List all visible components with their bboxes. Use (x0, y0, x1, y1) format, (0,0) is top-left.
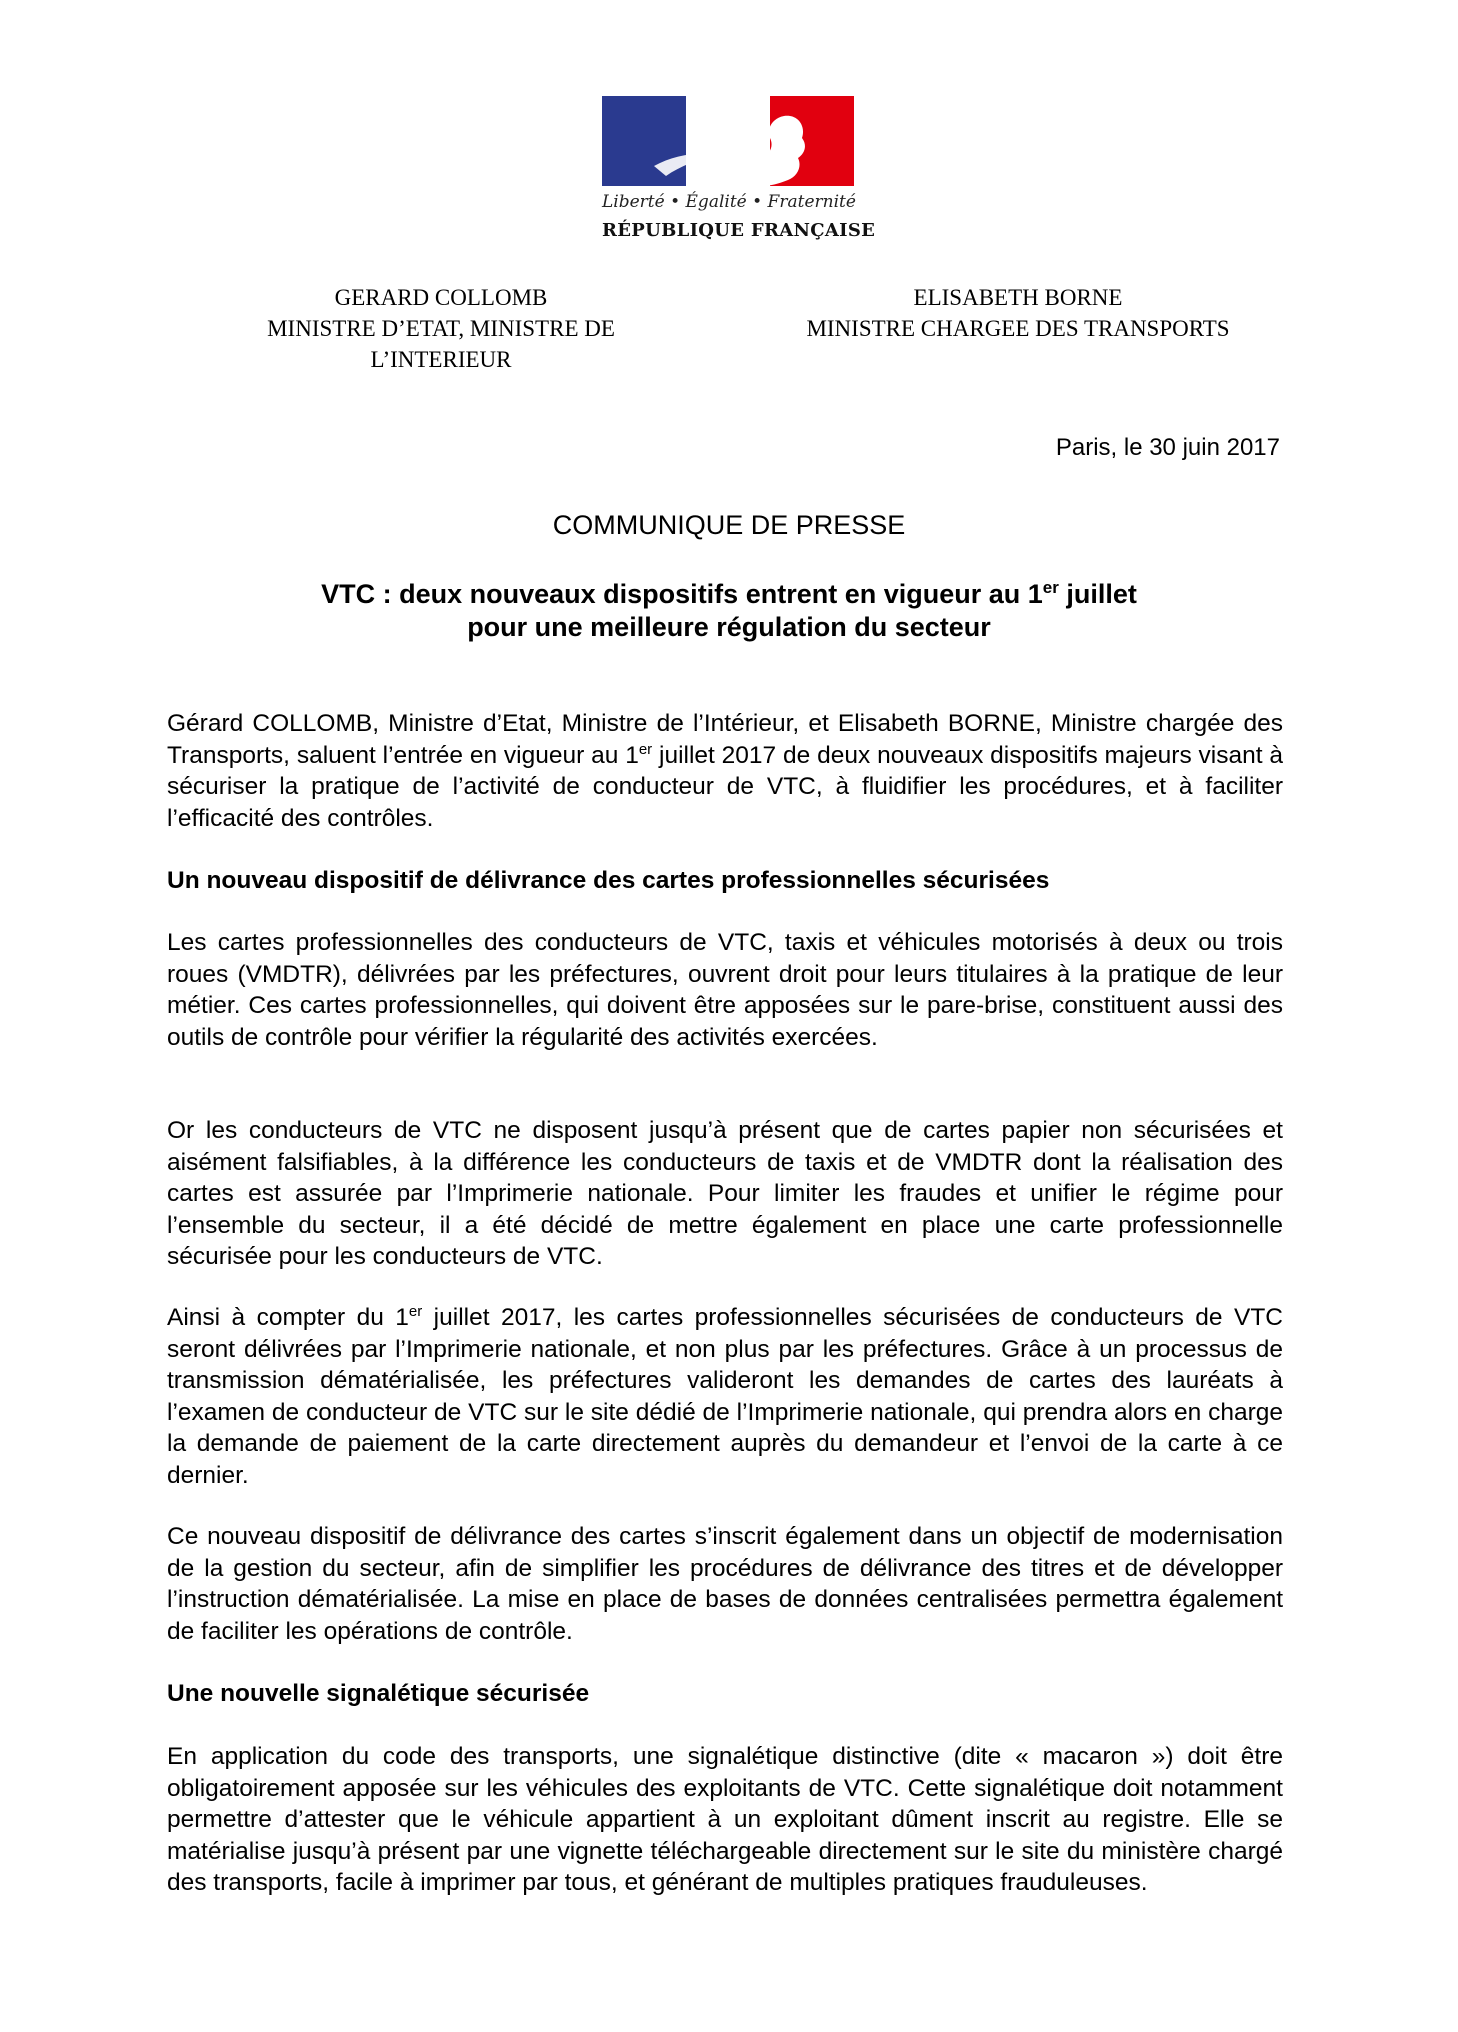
section1-p3-end: juillet 2017, les cartes professionnelles sécurisées de conducteurs de VTC seront délivrées par l’Imprimerie nationale, et non plus par les préfectures. Grâce à un processus de transmission dématérialisée, les préfectures valideront les demandes de cartes des lauréats à l’examen de conducteur de VTC sur le site dédié de l’Imprimerie nationale, qui prendra alors en charge la demande de paiement de la carte directement auprès du demandeur et l’envoi de la carte à ce dernier. (167, 1304, 1283, 1489)
minister-left-name: GERARD COLLOMB (334, 285, 548, 310)
section1-paragraph-1: Les cartes professionnelles des conducteurs de VTC, taxis et véhicules motorisés à deux ou trois roues (VMDTR), délivrées par les préfectures, ouvrent droit pour leurs titulaires à la pratique de leur métier. Ces cartes professionnelles, qui doivent être apposées sur le pare-brise, constituent aussi des outils de contrôle pour vérifier la régularité des activités exercées. (167, 929, 1283, 1051)
press-release-date: Paris, le 30 juin 2017 (1055, 434, 1280, 461)
republique-francaise-logo (602, 96, 876, 250)
minister-right-name: ELISABETH BORNE (913, 285, 1123, 310)
minister-right-block (768, 282, 1268, 344)
section2-paragraph-1: En application du code des transports, une signalétique distinctive (dite « macaron ») doit être obligatoirement apposée sur les véhicules des exploitants de VTC. Cette signalétique doit notamment permettre d’attester que le véhicule appartient à un exploitant dûment inscrit au registre. Elle se matérialise jusqu’à présent par une vignette téléchargeable directement sur le site du ministère chargé des transports, facile à imprimer par tous, et générant de multiples pratiques frauduleuses. (167, 1743, 1283, 1896)
title-line1 (168, 578, 1290, 611)
section1-paragraph-3 (167, 1302, 1283, 1491)
section1-p3-start: Ainsi à compter du 1 (167, 1304, 409, 1331)
page-title (168, 578, 1290, 644)
section1-paragraph-4: Ce nouveau dispositif de délivrance des cartes s’inscrit également dans un objectif de modernisation de la gestion du secteur, afin de simplifier les procédures de délivrance des titres et de développer l’instruction dématérialisée. La mise en place de bases de données centralisées permettra également de faciliter les opérations de contrôle. (167, 1523, 1283, 1645)
title-line1-text: VTC : deux nouveaux dispositifs entrent en vigueur au 1 (321, 579, 1043, 609)
republic-name: RÉPUBLIQUE FRANÇAISE (602, 220, 876, 241)
title-line2: pour une meilleure régulation du secteur (467, 612, 991, 642)
republic-motto: Liberté • Égalité • Fraternité (602, 192, 856, 212)
minister-left-block (236, 282, 646, 375)
minister-left-title-line1: MINISTRE D’ETAT, MINISTRE DE (267, 316, 615, 341)
intro-paragraph (167, 708, 1283, 834)
section1-p3-superscript: er (408, 1303, 423, 1320)
intro-text-start: Gérard COLLOMB, Ministre d’Etat, Ministre de l’Intérieur, et Elisabeth BORNE, Ministre chargée des Transports, saluent l’entrée en vigueur au 1 (167, 710, 1283, 769)
title-superscript: er (1042, 578, 1059, 597)
minister-left-title-line2: L’INTERIEUR (370, 347, 512, 372)
section1-paragraph-2: Or les conducteurs de VTC ne disposent jusqu’à présent que de cartes papier non sécurisées et aisément falsifiables, à la différence les conducteurs de taxis et de VMDTR dont la réalisation des cartes est assurée par l’Imprimerie nationale. Pour limiter les fraudes et unifier le régime pour l’ensemble du secteur, il a été décidé de mettre également en place une carte professionnelle sécurisée pour les conducteurs de VTC. (167, 1117, 1283, 1270)
section2-heading: Une nouvelle signalétique sécurisée (167, 1680, 590, 1707)
intro-superscript: er (638, 740, 653, 758)
minister-right-title-line1: MINISTRE CHARGEE DES TRANSPORTS (806, 316, 1230, 341)
press-release-kicker: COMMUNIQUE DE PRESSE (552, 510, 906, 540)
title-line1-end: juillet (1058, 579, 1137, 609)
intro-text-end: juillet 2017 de deux nouveaux dispositifs majeurs visant à sécuriser la pratique de l’activité de conducteur de VTC, à fluidifier les procédures, et à faciliter l’efficacité des contrôles. (167, 741, 1283, 832)
marianne-flag-emblem (602, 96, 854, 186)
section1-heading: Un nouveau dispositif de délivrance des cartes professionnelles sécurisées (167, 867, 1050, 894)
marianne-emblem-icon (602, 96, 854, 186)
